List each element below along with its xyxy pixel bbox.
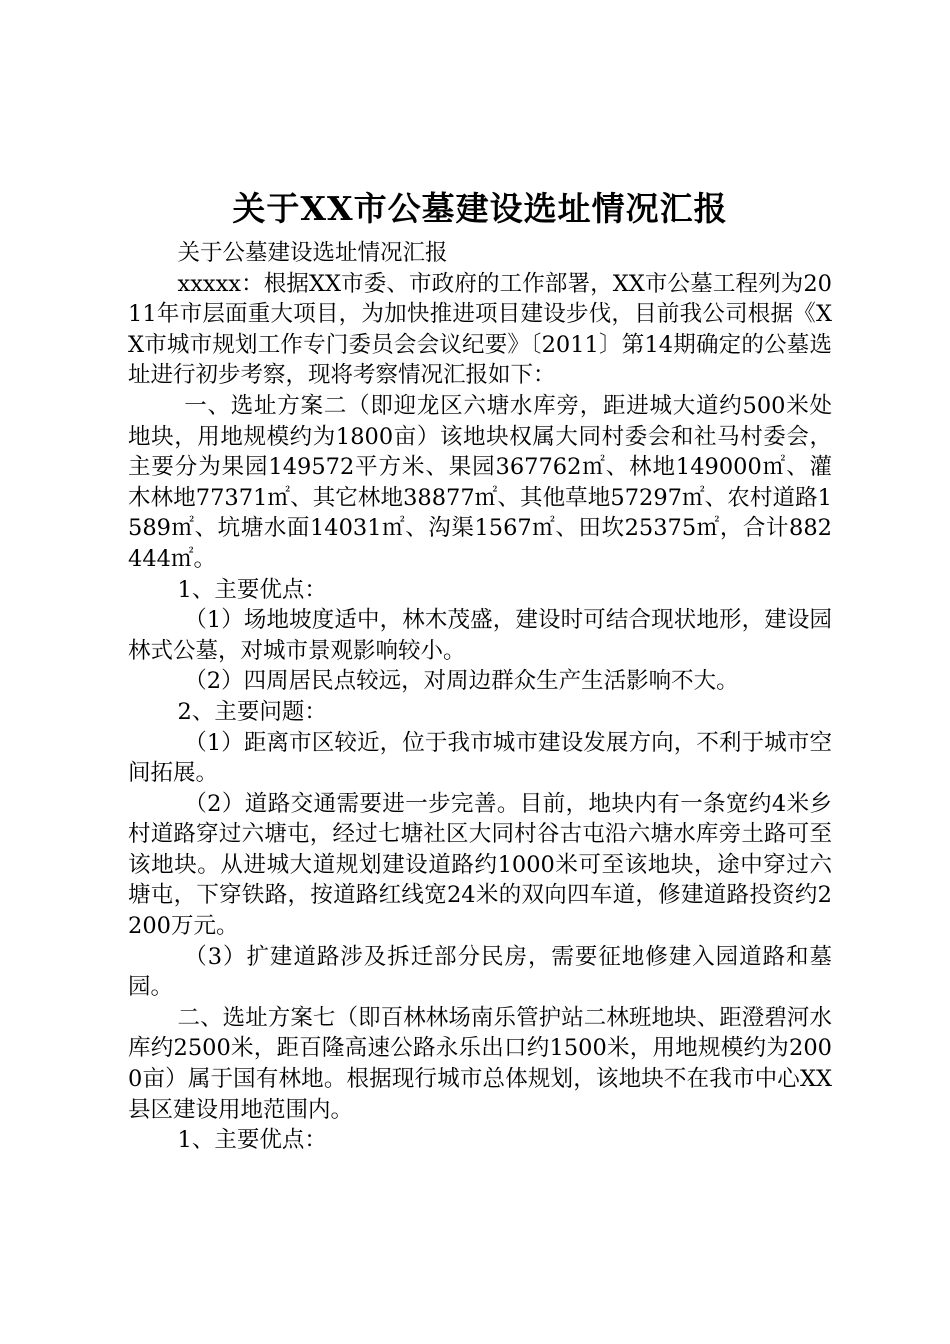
advantage-item: （2）四周居民点较远，对周边群众生产生活影响不大。 <box>184 668 739 695</box>
problem-item: （3）扩建道路涉及拆迁部分民房，需要征地修建入园道路和墓园。 <box>128 943 832 1001</box>
advantages-heading: 1、主要优点： <box>177 576 327 603</box>
document-title: 关于XX市公墓建设选址情况汇报 <box>232 189 728 228</box>
site-option-two-paragraph: 一、选址方案二（即迎龙区六塘水库旁，距进城大道约500米处地块，用地规模约为1800亩）该地块权属大同村委会和社马村委会，主要分为果园149572平方米、果园367762㎡、林地149000㎡、灌木林地77371㎡、其它林地38877㎡、其他草地57297㎡、农村道路1589㎡、坑塘水面14031㎡、沟渠1567㎡、田坎25375㎡，合计882444㎡。 <box>128 392 832 572</box>
advantages-heading: 1、主要优点： <box>177 1127 327 1154</box>
problem-item: （2）道路交通需要进一步完善。目前，地块内有一条宽约4米乡村道路穿过六塘屯，经过七塘社区大同村谷古屯沿六塘水库旁土路可至该地块。从进城大道规划建设道路约1000米可至该地块，途中穿过六塘屯，下穿铁路，按道路红线宽24米的双向四车道，修建道路投资约2200万元。 <box>128 790 832 940</box>
problems-heading: 2、主要问题： <box>177 698 327 725</box>
salutation-paragraph: xxxxx：根据XX市委、市政府的工作部署，XX市公墓工程列为2011年市层面重大项目，为加快推进项目建设步伐，目前我公司根据《XX市城市规划工作专门委员会会议纪要》〔2011〕第14期确定的公墓选址进行初步考察，现将考察情况汇报如下： <box>128 270 832 389</box>
problem-item: （1）距离市区较近，位于我市城市建设发展方向，不利于城市空间拓展。 <box>128 729 832 787</box>
document-page <box>128 186 832 1156</box>
subtitle-paragraph: 关于公墓建设选址情况汇报 <box>177 240 448 266</box>
site-option-seven-paragraph: 二、选址方案七（即百林林场南乐管护站二林班地块、距澄碧河水库约2500米，距百隆高速公路永乐出口约1500米，用地规模约为2000亩）属于国有林地。根据现行城市总体规划，该地块不在我市中心XX县区建设用地范围内。 <box>128 1004 832 1123</box>
advantage-item: （1）场地坡度适中，林木茂盛，建设时可结合现状地形，建设园林式公墓，对城市景观影响较小。 <box>128 607 832 664</box>
